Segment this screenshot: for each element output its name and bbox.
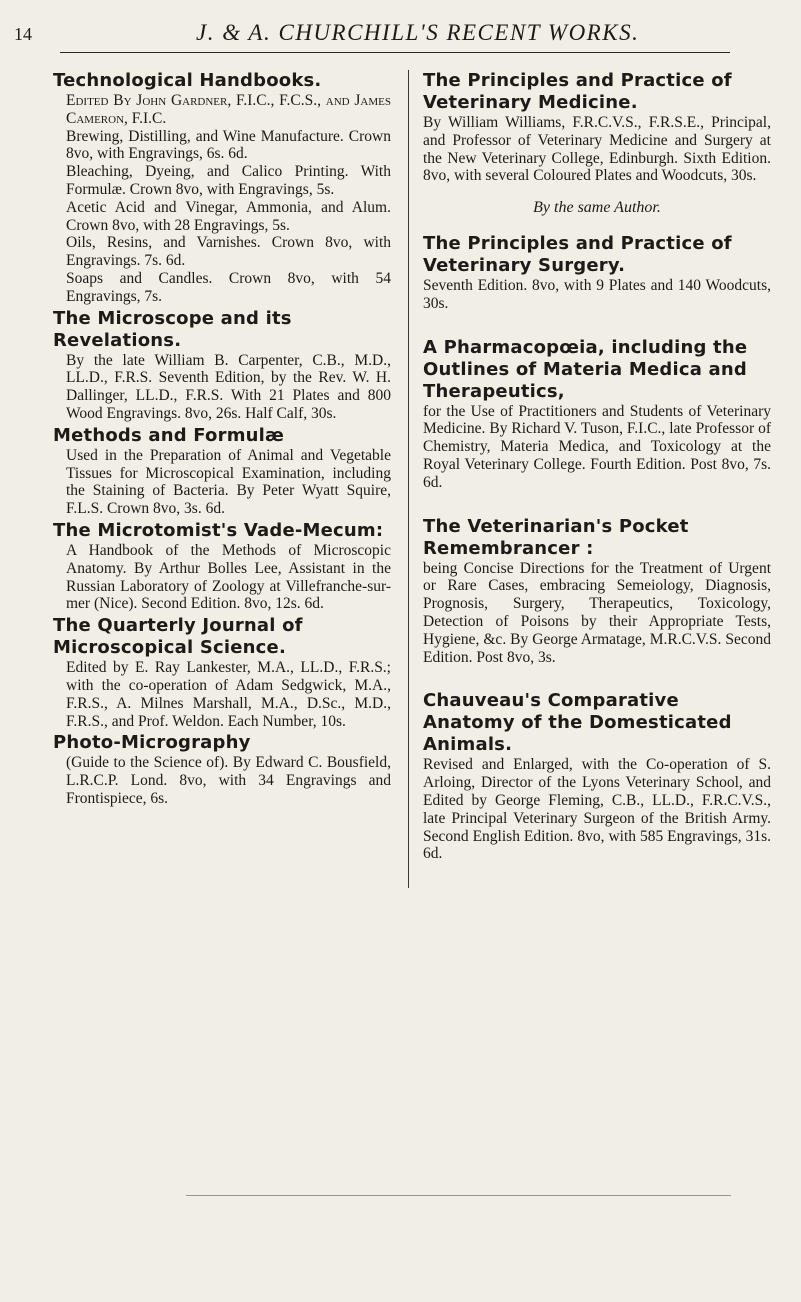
entry-pharmacopoeia: [423, 337, 771, 492]
entry-text: for the Use of Practitioners and Students of Veterinary Medicine. By Richard V. Tuson, F.I.C., late Professor of Chemistry, Materia Medica, and Toxicology at the Royal Veterinary College. Fourth Edition. Post 8vo, 7s. 6d.: [423, 402, 771, 491]
page-header: [0, 14, 801, 54]
list-item: Brewing, Distilling, and Wine Manufacture. Crown 8vo, with Engravings, 6s. 6d.: [66, 127, 391, 163]
entry-body: [423, 560, 771, 667]
entry-title: Photo-Micrography: [53, 732, 251, 754]
right-column: [423, 70, 771, 865]
entry-veterinary-surgery: [423, 233, 771, 313]
list-item: Bleaching, Dyeing, and Calico Printing. With Formulæ. Crown 8vo, with Engravings, 5s.: [66, 163, 391, 198]
entry-title: The Principles and Practice of Veterinary Medicine.: [423, 70, 732, 113]
entry-photo-micrography: [53, 732, 391, 807]
entry-text: Used in the Preparation of Animal and Vegetable Tissues for Microscopical Examination, including the Staining of Bacteria. By Peter Wyatt Squire, F.L.S. Crown 8vo, 3s. 6d.: [66, 446, 391, 518]
list-item: Oils, Resins, and Varnishes. Crown 8vo, with Engravings. 7s. 6d.: [66, 234, 391, 270]
entry-pocket-remembrancer: [423, 516, 771, 667]
entry-body: [53, 659, 391, 730]
bottom-rule: [186, 1195, 731, 1196]
spacer: [423, 315, 771, 337]
entry-microscope: [53, 308, 391, 423]
entry-title: The Principles and Practice of Veterinary Surgery.: [423, 232, 732, 276]
entry-methods-formulae: [53, 425, 391, 518]
list-item: Soaps and Candles. Crown 8vo, with 54 Engravings, 7s.: [66, 269, 391, 305]
page-number: 14: [14, 24, 32, 44]
entry-title: The Quarterly Journal of Microscopical Science.: [53, 615, 303, 659]
entry-microtomist: [53, 520, 391, 613]
entry-text: Revised and Enlarged, with the Co-operation of S. Arloing, Director of the Lyons Veterinary School, and Edited by George Fleming, C.B., LL.D., F.R.C.V.S., late Principal Veterinary Surgeon of the British Army. Second English Edition. 8vo, with 585 Engravings, 31s. 6d.: [423, 756, 771, 863]
entry-text: being Concise Directions for the Treatment of Urgent or Rare Cases, embracing Semeiology, Diagnosis, Prognosis, Surgery, Therapeutics, Toxicology, Detection of Poisons by their Appropriate Tests, Hygiene, &c. By George Armatage, M.R.C.V.S. Second Edition. Post 8vo, 3s.: [423, 559, 771, 666]
entry-title: Technological Handbooks.: [53, 70, 322, 91]
entry-title: Chauveau's Comparative Anatomy of the Domesticated Animals.: [423, 690, 732, 756]
entry-text: Seventh Edition. 8vo, with 9 Plates and 140 Woodcuts, 30s.: [423, 276, 771, 312]
spacer: [423, 494, 771, 516]
entry-title: The Microscope and its Revelations.: [53, 307, 292, 351]
entry-text: Edited by E. Ray Lankester, M.A., LL.D., F.R.S.; with the co-operation of Adam Sedgwick, M.A., F.R.S., A. Milnes Marshall, M.A., D.Sc., M.D., F.R.S., and Prof. Weldon. Each Number, 10s.: [66, 659, 391, 730]
entry-title: Methods and Formulæ: [53, 424, 285, 446]
entry-text: By William Williams, F.R.C.V.S., F.R.S.E., Principal, and Professor of Veterinary Medicine and Surgery at the New Veterinary College, Edinburgh. Sixth Edition. 8vo, with several Coloured Plates and Woodcuts, 30s.: [423, 114, 771, 185]
left-column: [53, 70, 391, 810]
list-item: Acetic Acid and Vinegar, Ammonia, and Alum. Crown 8vo, with 28 Engravings, 5s.: [66, 198, 391, 234]
entry-body: [53, 447, 391, 518]
column-divider: [408, 70, 409, 888]
entry-text: A Handbook of the Methods of Microscopic Anatomy. By Arthur Bolles Lee, Assistant in the Russian Laboratory of Zoology at Villefranche-sur-mer (Nice). Second Edition. 8vo, 12s. 6d.: [66, 541, 391, 613]
entry-body: [423, 403, 771, 492]
entry-technological-handbooks: [53, 70, 391, 306]
editors-line: Edited By John Gardner, F.I.C., F.C.S., and James Cameron, F.I.C.: [66, 92, 391, 127]
entry-body: [53, 542, 391, 613]
entry-body: [423, 277, 771, 313]
entry-quarterly-journal: [53, 615, 391, 730]
entry-comparative-anatomy: [423, 690, 771, 863]
entry-body: [53, 352, 391, 423]
entry-body: [53, 92, 391, 306]
entry-body: [423, 756, 771, 863]
entry-body: [53, 754, 391, 807]
entry-title: The Veterinarian's Pocket Remembrancer :: [423, 515, 689, 559]
running-title: J. & A. CHURCHILL'S RECENT WORKS.: [196, 20, 640, 45]
entry-body: [423, 114, 771, 185]
entry-title: A Pharmacopœia, including the Outlines of Materia Medica and Therapeutics,: [423, 336, 748, 402]
entry-text: By the late William B. Carpenter, C.B., M.D., LL.D., F.R.S. Seventh Edition, by the Rev. W. H. Dallinger, LL.D., F.R.S. With 21 Plates and 800 Wood Engravings. 8vo, 26s. Half Calf, 30s.: [66, 351, 391, 422]
entry-veterinary-medicine: [423, 70, 771, 185]
same-author-byline: By the same Author.: [533, 199, 661, 217]
entry-title: The Microtomist's Vade-Mecum:: [53, 519, 384, 541]
spacer: [423, 668, 771, 690]
entry-text: (Guide to the Science of). By Edward C. Bousfield, L.R.C.P. Lond. 8vo, with 34 Engravings and Frontispiece, 6s.: [66, 754, 391, 807]
header-rule: [60, 52, 730, 53]
